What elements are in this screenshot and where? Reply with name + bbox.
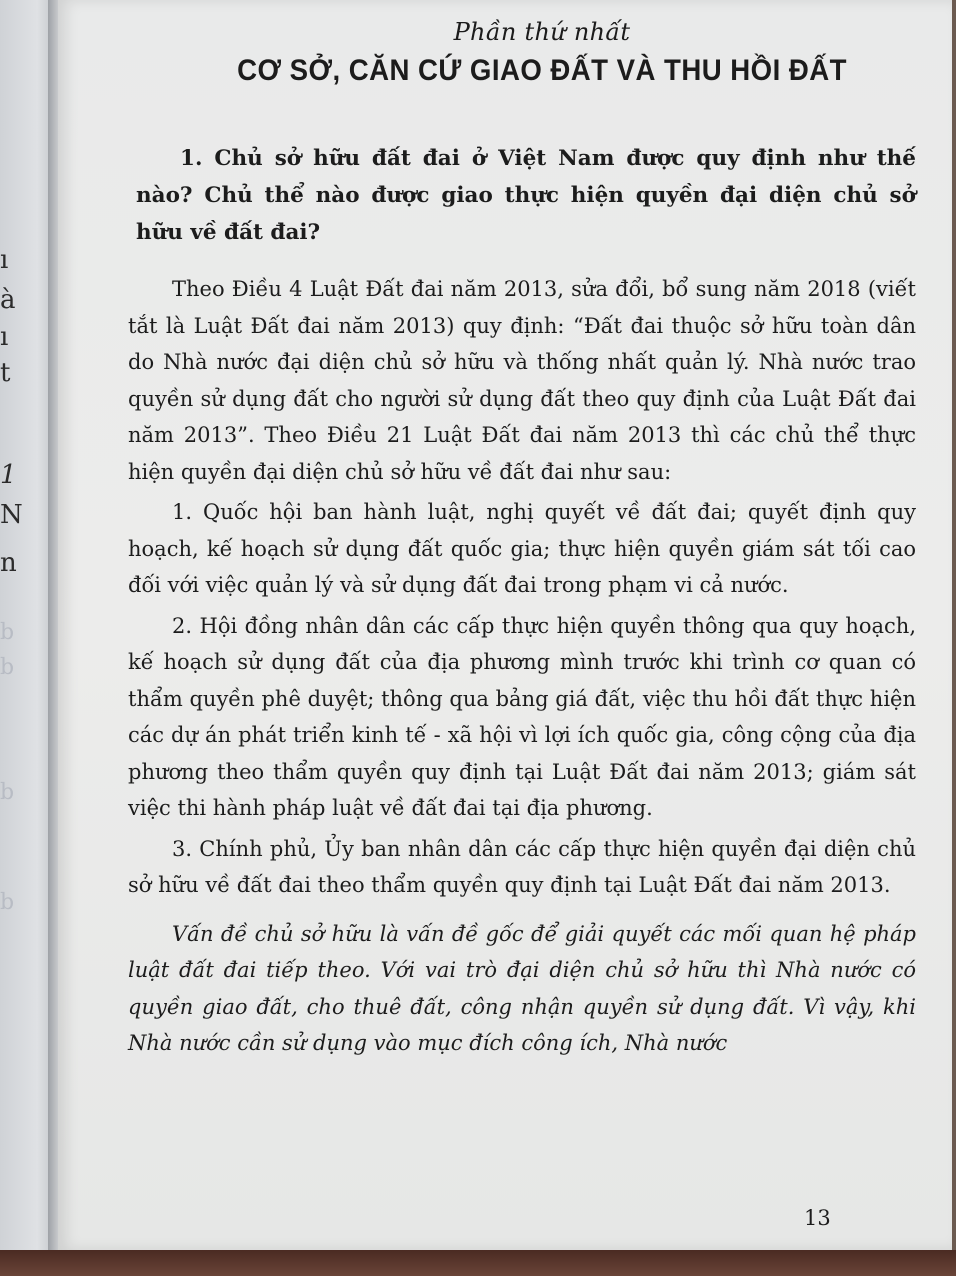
page-number: 13 <box>804 1206 831 1230</box>
part-label: Phần thứ nhất <box>453 18 631 46</box>
page-content <box>128 18 916 1066</box>
chapter-title: CƠ SỞ, CĂN CỨ GIAO ĐẤT VÀ THU HỒI ĐẤT <box>237 54 847 87</box>
law-clause-3: 3. Chính phủ, Ủy ban nhân dân các cấp thực hiện quyền đại diện chủ sở hữu về đất đai theo thẩm quyền quy định tại Luật Đất đai năm 2013. <box>128 836 916 897</box>
left-page-edge: ı à ı t 1 N n b b b b <box>0 0 62 1276</box>
law-clause-2: 2. Hội đồng nhân dân các cấp thực hiện quyền thông qua quy hoạch, kế hoạch sử dụng đất của địa phương mình trước khi trình cơ quan có thẩm quyền phê duyệt; thông qua bảng giá đất, việc thu hồi đất thực hiện các dự án phát triển kinh tế - xã hội vì lợi ích quốc gia, công cộng của địa phương theo thẩm quyền quy định tại Luật Đất đai năm 2013; giám sát việc thi hành pháp luật về đất đai tại địa phương. <box>128 613 916 820</box>
left-page-glyph: ı <box>0 245 9 275</box>
table-surface <box>0 1250 956 1276</box>
commentary-paragraph: Vấn đề chủ sở hữu là vấn đề gốc để giải quyết các mối quan hệ pháp luật đất đai tiếp theo. Với vai trò đại diện chủ sở hữu thì Nhà nước có quyền giao đất, cho thuê đất, công nhận quyền sử dụng đất. Vì vậy, khi Nhà nước cần sử dụng vào mục đích công ích, Nhà nước <box>128 921 916 1055</box>
left-page-glyph: t <box>0 358 11 388</box>
left-page-glyph: ı <box>0 322 9 352</box>
left-page-glyph: n <box>0 548 17 578</box>
question-heading: 1. Chủ sở hữu đất đai ở Việt Nam được quy định như thế nào? Chủ thể nào được giao thực hiện quyền đại diện chủ sở hữu về đất đai? <box>136 146 916 245</box>
book-page <box>58 0 952 1250</box>
body-paragraph: Theo Điều 4 Luật Đất đai năm 2013, sửa đổi, bổ sung năm 2018 (viết tắt là Luật Đất đai năm 2013) quy định: “Đất đai thuộc sở hữu toàn dân do Nhà nước đại diện chủ sở hữu và thống nhất quản lý. Nhà nước trao quyền sử dụng đất cho người sử dụng đất theo quy định của Luật Đất đai năm 2013”. Theo Điều 21 Luật Đất đai năm 2013 thì các chủ thể thực hiện quyền đại diện chủ sở hữu về đất đai như sau: <box>128 277 916 484</box>
law-clause-1: 1. Quốc hội ban hành luật, nghị quyết về đất đai; quyết định quy hoạch, kế hoạch sử dụng đất quốc gia; thực hiện quyền giám sát tối cao đối với việc quản lý và sử dụng đất đai trong phạm vi cả nước. <box>128 500 916 597</box>
left-page-glyph: à <box>0 285 16 315</box>
left-page-glyph: 1 <box>0 460 17 490</box>
left-page-glyph: N <box>0 500 23 530</box>
